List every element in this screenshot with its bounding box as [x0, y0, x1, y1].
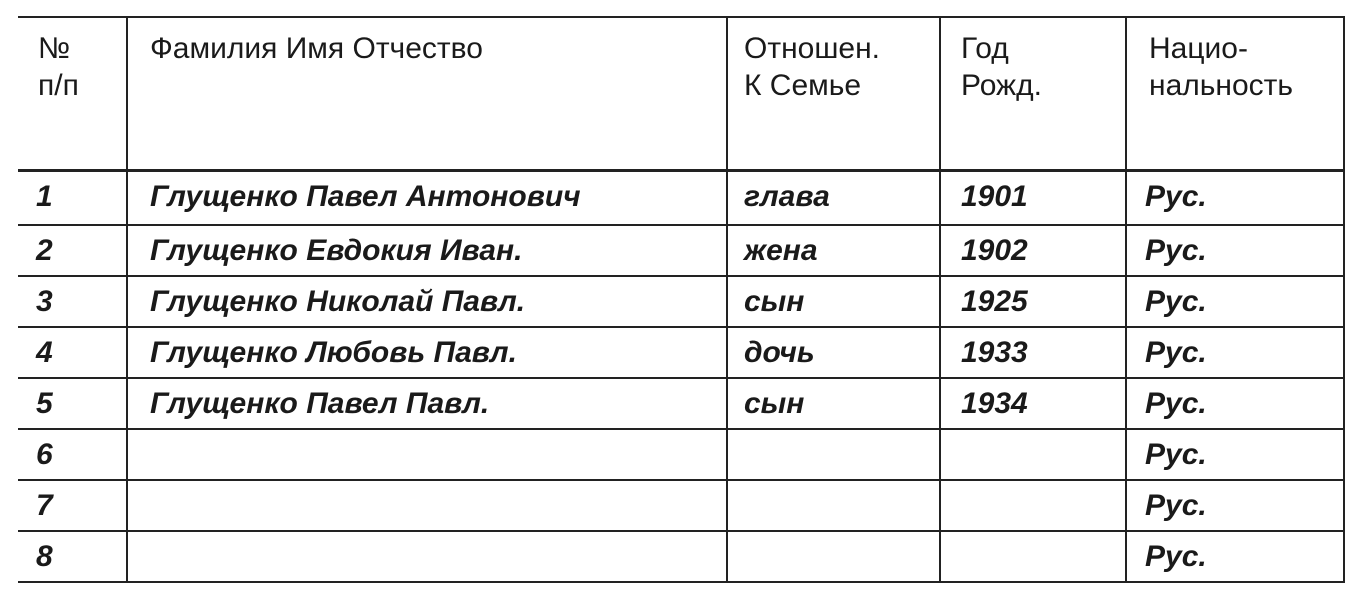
table-row: [18, 429, 1344, 480]
row-relation: дочь: [727, 327, 940, 378]
row-nationality: Рус.: [1126, 276, 1344, 327]
header-year: [940, 17, 1126, 171]
row-number: 4: [18, 327, 127, 378]
header-name-line-1: Фамилия Имя Отчество: [150, 32, 483, 65]
header-nationality-line-2: нальность: [1149, 69, 1294, 102]
header-year-line-2: Рожд.: [961, 69, 1042, 102]
row-birth-year: 1933: [940, 327, 1126, 378]
row-nationality: Рус.: [1126, 171, 1344, 226]
table-row: [18, 480, 1344, 531]
row-full-name: Глущенко Павел Антонович: [127, 171, 727, 226]
row-birth-year: [940, 429, 1126, 480]
row-full-name: Глущенко Павел Павл.: [127, 378, 727, 429]
row-number: 3: [18, 276, 127, 327]
row-full-name: Глущенко Николай Павл.: [127, 276, 727, 327]
row-birth-year: [940, 531, 1126, 582]
header-relation-line-2: К Семье: [744, 69, 862, 102]
row-birth-year: [940, 480, 1126, 531]
table-row: [18, 531, 1344, 582]
row-nationality: Рус.: [1126, 378, 1344, 429]
row-nationality: Рус.: [1126, 327, 1344, 378]
table-row: [18, 276, 1344, 327]
header-num: [18, 17, 127, 171]
header-relation-line-1: Отношен.: [744, 32, 880, 65]
row-relation: глава: [727, 171, 940, 226]
row-full-name: [127, 531, 727, 582]
header-row: [18, 17, 1344, 171]
row-full-name: Глущенко Евдокия Иван.: [127, 225, 727, 276]
row-nationality: Рус.: [1126, 480, 1344, 531]
header-nationality-line-1: Нацио-: [1149, 32, 1248, 65]
row-number: 6: [18, 429, 127, 480]
row-number: 1: [18, 171, 127, 226]
row-relation: сын: [727, 378, 940, 429]
header-num-line-2: п/п: [38, 69, 79, 102]
row-number: 8: [18, 531, 127, 582]
header-num-line-1: №: [38, 32, 71, 65]
row-nationality: Рус.: [1126, 225, 1344, 276]
header-name: [127, 17, 727, 171]
table-row: [18, 171, 1344, 226]
row-relation: [727, 480, 940, 531]
header-nationality: [1126, 17, 1344, 171]
row-relation: [727, 531, 940, 582]
row-birth-year: 1901: [940, 171, 1126, 226]
header-relation: [727, 17, 940, 171]
row-full-name: Глущенко Любовь Павл.: [127, 327, 727, 378]
row-number: 5: [18, 378, 127, 429]
row-relation: жена: [727, 225, 940, 276]
row-relation: сын: [727, 276, 940, 327]
table-row: [18, 378, 1344, 429]
family-table: [18, 16, 1345, 583]
table-row: [18, 327, 1344, 378]
row-relation: [727, 429, 940, 480]
row-nationality: Рус.: [1126, 531, 1344, 582]
row-full-name: [127, 480, 727, 531]
row-full-name: [127, 429, 727, 480]
header-year-line-1: Год: [961, 32, 1009, 65]
row-birth-year: 1902: [940, 225, 1126, 276]
row-number: 7: [18, 480, 127, 531]
table-row: [18, 225, 1344, 276]
row-nationality: Рус.: [1126, 429, 1344, 480]
row-number: 2: [18, 225, 127, 276]
row-birth-year: 1925: [940, 276, 1126, 327]
row-birth-year: 1934: [940, 378, 1126, 429]
